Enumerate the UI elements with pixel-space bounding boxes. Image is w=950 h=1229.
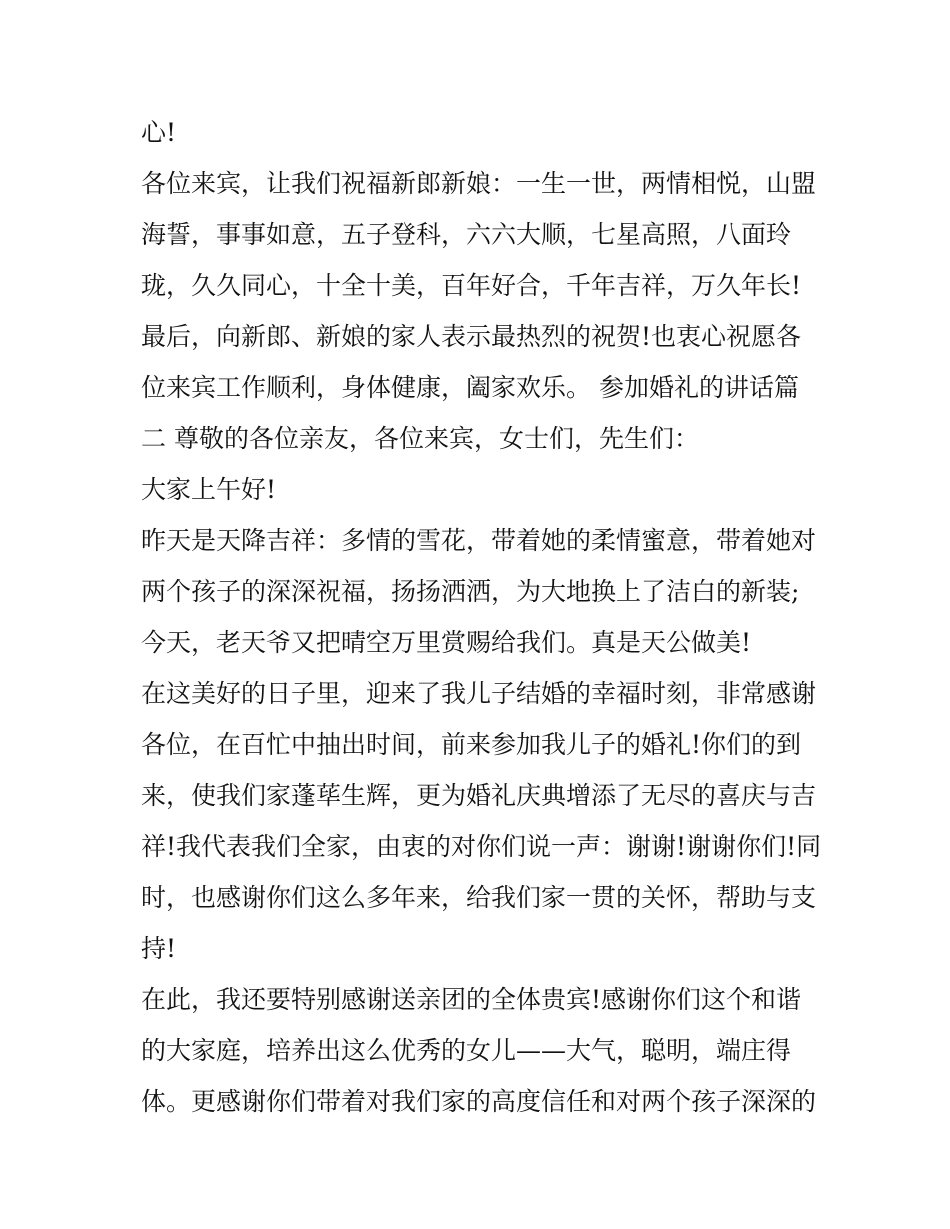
text-line: 两个孩子的深深祝福，扬扬洒洒，为大地换上了洁白的新装; bbox=[141, 577, 800, 606]
text-line: 在此，我还要特别感谢送亲团的全体贵宾!感谢你们这个和谐 bbox=[141, 985, 802, 1014]
text-line: 心! bbox=[141, 118, 177, 147]
text-line: 的大家庭，培养出这么优秀的女儿——大气，聪明，端庄得 bbox=[141, 1036, 792, 1065]
text-line: 大家上午好! bbox=[141, 475, 277, 504]
text-line: 在这美好的日子里，迎来了我儿子结婚的幸福时刻，非常感谢 bbox=[141, 679, 817, 708]
text-line: 来，使我们家蓬荜生辉，更为婚礼庆典增添了无尽的喜庆与吉 bbox=[141, 781, 817, 810]
text-line: 最后，向新郎、新娘的家人表示最热烈的祝贺!也衷心祝愿各 bbox=[141, 322, 802, 351]
text-line: 祥!我代表我们全家，由衷的对你们说一声：谢谢!谢谢你们!同 bbox=[141, 832, 822, 861]
text-line: 昨天是天降吉祥：多情的雪花，带着她的柔情蜜意，带着她对 bbox=[141, 526, 817, 555]
document-body bbox=[141, 107, 821, 1127]
text-line: 各位来宾，让我们祝福新郎新娘：一生一世，两情相悦，山盟 bbox=[141, 169, 817, 198]
text-line: 位来宾工作顺利，身体健康，阖家欢乐。 参加婚礼的讲话篇 bbox=[141, 373, 799, 402]
text-line: 体。更感谢你们带着对我们家的高度信任和对两个孩子深深的 bbox=[141, 1087, 817, 1116]
text-line: 持! bbox=[141, 934, 177, 963]
text-line: 今天，老天爷又把晴空万里赏赐给我们。真是天公做美! bbox=[141, 628, 752, 657]
text-line: 时，也感谢你们这么多年来，给我们家一贯的关怀，帮助与支 bbox=[141, 883, 817, 912]
text-line: 珑，久久同心，十全十美，百年好合，千年吉祥，万久年长! bbox=[141, 271, 802, 300]
text-line: 各位，在百忙中抽出时间，前来参加我儿子的婚礼!你们的到 bbox=[141, 730, 802, 759]
text-line: 二 尊敬的各位亲友，各位来宾，女士们，先生们： bbox=[141, 424, 699, 453]
text-line: 海誓，事事如意，五子登科，六六大顺，七星高照，八面玲 bbox=[141, 220, 792, 249]
